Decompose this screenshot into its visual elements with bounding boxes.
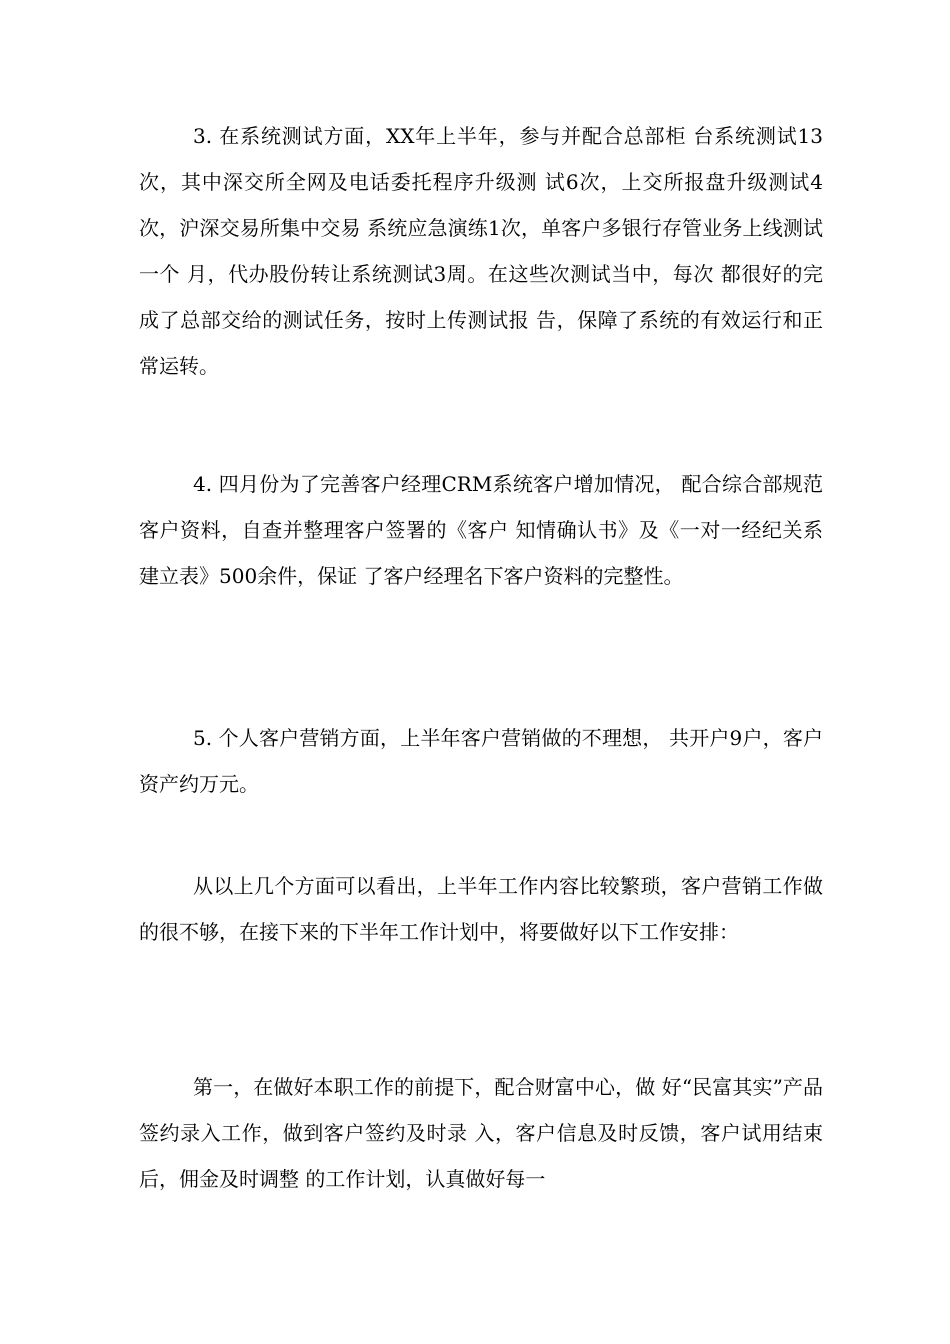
paragraph-client-marketing: 5. 个人客户营销方面，上半年客户营销做的不理想， 共开户9户，客户资产约万元。: [139, 726, 823, 796]
paragraph-plan-first: 第一，在做好本职工作的前提下，配合财富中心，做 好“民富其实”产品签约录入工作，做到客户签约及时录 入，客户信息及时反馈，客户试用结束后，佣金及时调整 的工作计划，认真做好每一: [139, 1075, 823, 1191]
paragraph-crm-client-records: 4. 四月份为了完善客户经理CRM系统客户增加情况， 配合综合部规范客户资料，自查并整理客户签署的《客户 知情确认书》及《一对一经纪关系建立表》500余件，保证 了客户经理名下客户资料的完整性。: [139, 472, 823, 588]
paragraph-summary: 从以上几个方面可以看出，上半年工作内容比较繁琐，客户营销工作做的很不够，在接下来的下半年工作计划中，将要做好以下工作安排：: [139, 874, 823, 944]
paragraph-system-testing: 3. 在系统测试方面，XX年上半年，参与并配合总部柜 台系统测试13次，其中深交所全网及电话委托程序升级测 试6次，上交所报盘升级测试4次，沪深交易所集中交易 系统应急演练1次，单客户多银行存管业务上线测试一个 月，代办股份转让系统测试3周。在这些次测试当中，每次 都很好的完成了总部交给的测试任务，按时上传测试报 告，保障了系统的有效运行和正常运转。: [139, 124, 823, 378]
